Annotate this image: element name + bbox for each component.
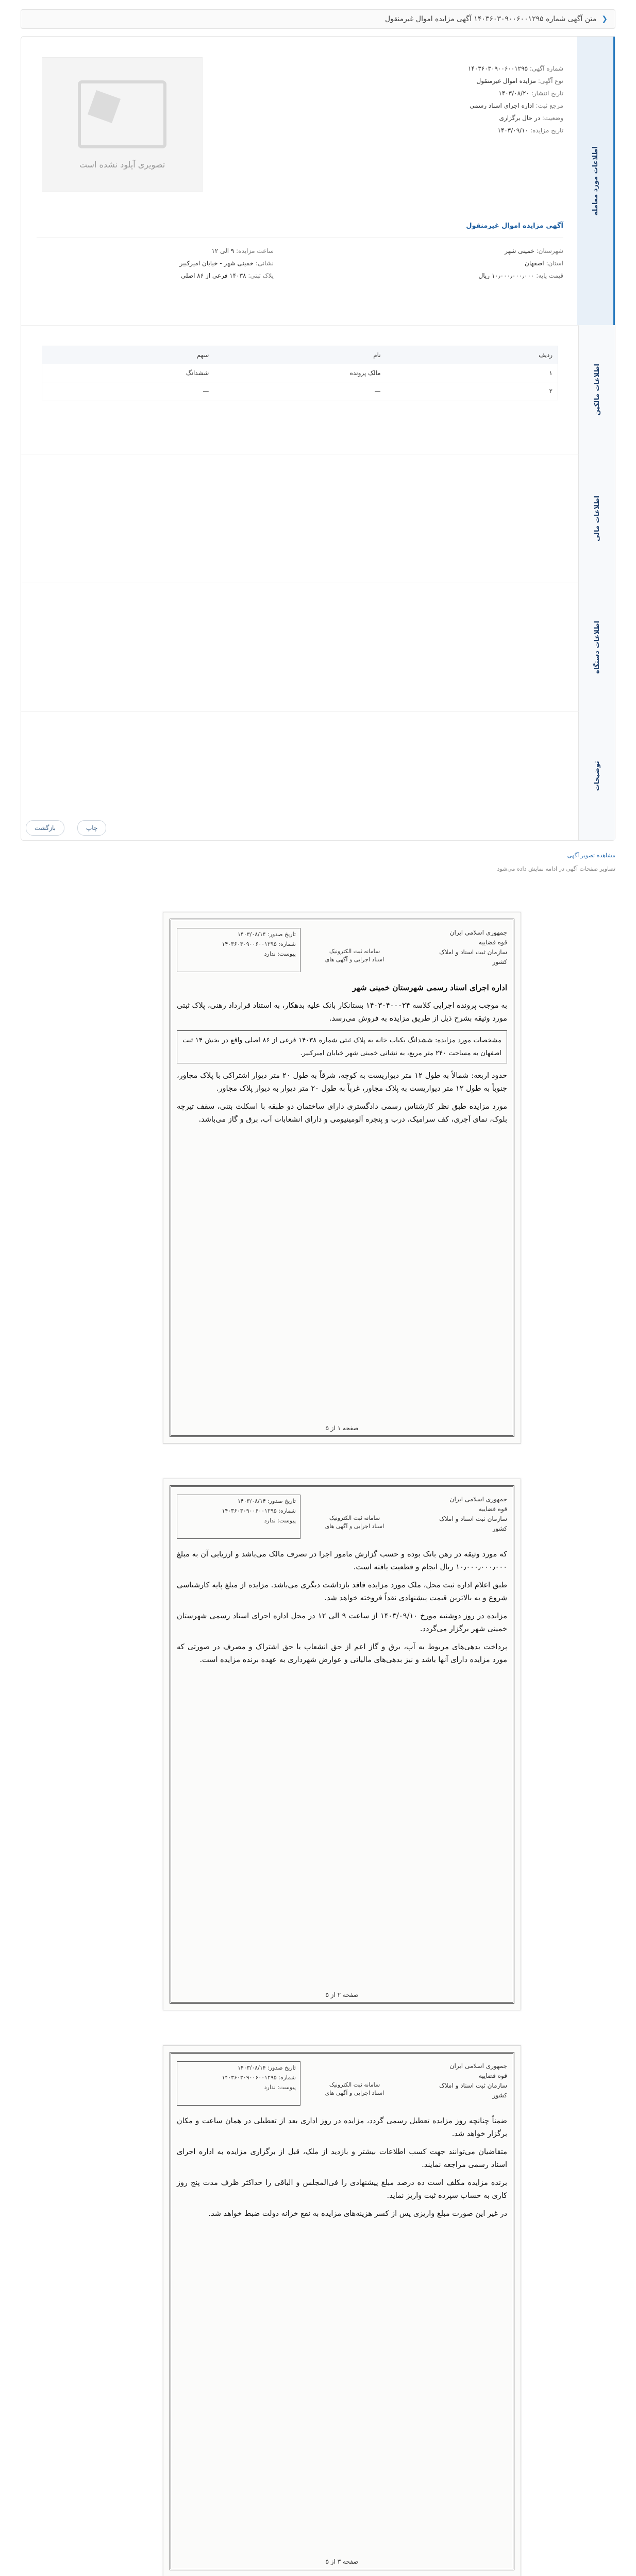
tab-notes[interactable]: توضیحات	[593, 760, 601, 791]
image-placeholder-icon	[78, 80, 166, 148]
detail-row: پلاک ثبتی: ۱۴۰۳۸ فرعی از ۸۶ اصلی	[180, 272, 274, 279]
table-row: ۲ — —	[203, 387, 553, 395]
scanned-page-1	[163, 912, 521, 1444]
details-list	[295, 62, 563, 137]
paragraph: مزایده در روز دوشنبه مورخ ۱۴۰۳/۰۹/۱۰ از ساعت ۹ الی ۱۲ در محل اداره اجرای اسناد رسمی شهرستان خمینی شهر برگزار می‌گردد.	[177, 1612, 507, 1633]
reference-box: تاریخ صدور: ۱۴۰۳/۰۸/۱۴ شماره: ۱۴۰۳۶۰۳۰۹۰۰۶۰۰۱۲۹۵ پیوست: ندارد	[177, 2061, 300, 2106]
page-number: صفحه ۳ از ۵	[325, 2558, 359, 2565]
detail-row: شماره آگهی: ۱۴۰۳۶۰۳۰۹۰۰۶۰۰۱۲۹۵	[467, 65, 563, 72]
details-card	[21, 36, 615, 841]
paragraph: به موجب پرونده اجرایی کلاسه ۱۴۰۳۰۴۰۰۰۲۴ بستانکار بانک علیه بدهکار، به استناد قرارداد رهنی، پلاک ثبتی مورد وثیقه بشرح ذیل از طریق مزایده به فروش می‌رسد.	[177, 1002, 507, 1023]
details-list-left	[42, 245, 274, 282]
paragraph: مورد مزایده طبق نظر کارشناس رسمی دادگستری دارای ساختمان دو طبقه با اسکلت بتنی، سقف تیرچه بلوک، نمای آجری، کف سرامیک، درب و پنجره آلومینیومی و دارای انشعابات آب، برق و گاز می‌باشد.	[177, 1103, 507, 1124]
paragraph: که مورد وثیقه در رهن بانک بوده و حسب گزارش مامور اجرا در تصرف مالک می‌باشد و ارزیابی آن به مبلغ ۱۰٫۰۰۰٫۰۰۰٫۰۰۰ ریال انجام و قطعیت یافته است.	[177, 1550, 507, 1571]
page-header	[177, 928, 507, 973]
system-caption: سامانه ثبت الکترونیک اسناد اجرایی و آگهی های	[325, 948, 384, 963]
detail-row: قیمت پایه: ۱۰٫۰۰۰٫۰۰۰٫۰۰۰ ریال	[478, 272, 563, 279]
issuer-caption: جمهوری اسلامی ایران قوه قضاییه سازمان ثبت اسناد و املاک کشور	[439, 929, 507, 965]
paragraph: برنده مزایده مکلف است ده درصد مبلغ پیشنهادی را فی‌المجلس و الباقی را حداکثر ظرف مدت پنج روز کاری به حساب سپرده ثبت واریز نماید.	[177, 2179, 507, 2200]
page-body	[177, 1548, 507, 1994]
system-caption: سامانه ثبت الکترونیک اسناد اجرایی و آگهی های	[325, 1515, 384, 1530]
paragraph: در غیر این صورت مبلغ واریزی پس از کسر هزینه‌های مزایده به نفع خزانه دولت ضبط خواهد شد.	[208, 2210, 507, 2218]
paragraph: ضمناً چنانچه روز مزایده تعطیل رسمی گردد، مزایده در روز اداری بعد از تعطیلی در همان ساعت و مکان برگزار خواهد شد.	[177, 2117, 507, 2138]
page-number: صفحه ۱ از ۵	[325, 1425, 359, 1432]
detail-row: شهرستان: خمینی شهر	[505, 247, 563, 255]
paragraph: پرداخت بدهی‌های مربوط به آب، برق و گاز اعم از حق انشعاب یا حق اشتراک و مصرف در صورتی که مورد مزایده دارای آنها باشد و نیز بدهی‌های مالیاتی و عوارض شهرداری به عهده برنده مزایده است.	[177, 1643, 507, 1664]
paragraph: طبق اعلام اداره ثبت محل، ملک مورد مزایده فاقد بازداشت دیگری می‌باشد. مزایده از مبلغ پایه کارشناسی شروع و به بالاترین قیمت پیشنهادی نقداً فروخته خواهد شد.	[177, 1581, 507, 1602]
boxed-paragraph: مشخصات مورد مزایده: ششدانگ یکباب خانه به پلاک ثبتی شماره ۱۴۰۳۸ فرعی از ۸۶ اصلی واقع در بخش ۱۴ ثبت اصفهان به مساحت ۲۴۰ متر مربع، به نشانی خمینی شهر خیابان امیرکبیر.	[177, 1030, 507, 1063]
reference-box: تاریخ صدور: ۱۴۰۳/۰۸/۱۴ شماره: ۱۴۰۳۶۰۳۰۹۰۰۶۰۰۱۲۹۵ پیوست: ندارد	[177, 928, 300, 972]
divider	[21, 711, 579, 712]
view-image-link[interactable]: مشاهده تصویر آگهی	[567, 852, 615, 859]
detail-row: تاریخ مزایده: ۱۴۰۳/۰۹/۱۰	[497, 127, 563, 134]
chevron-icon: ❮	[601, 15, 608, 23]
photo-placeholder	[42, 57, 203, 192]
print-button[interactable]: چاپ	[77, 820, 106, 836]
page-heading: اداره اجرای اسناد رسمی شهرستان خمینی شهر	[352, 983, 507, 992]
detail-row: استان: اصفهان	[525, 260, 563, 267]
issuer-caption: جمهوری اسلامی ایران قوه قضاییه سازمان ثبت اسناد و املاک کشور	[439, 1496, 507, 1532]
tab-subject-info[interactable]: اطلاعات مورد معامله	[577, 37, 615, 325]
detail-row: تاریخ انتشار: ۱۴۰۳/۰۸/۲۰	[498, 90, 563, 97]
detail-row: ساعت مزایده: ۹ الی ۱۲	[211, 247, 274, 255]
table-header-row: ردیف نام سهم	[42, 346, 558, 364]
detail-row: نشانی: خمینی شهر - خیابان امیرکبیر	[179, 260, 274, 267]
side-navigation	[578, 37, 615, 840]
photo-caption: تصویری آپلود نشده است	[79, 159, 165, 170]
divider	[21, 325, 579, 326]
page-number: صفحه ۲ از ۵	[325, 1991, 359, 1998]
paragraph: حدود اربعه: شمالاً به طول ۱۲ متر دیواریست به کوچه، شرقاً به طول ۲۰ متر دیوار اشتراکی با پلاک مجاور، جنوباً به طول ۱۲ متر دیواریست به پلاک مجاور، غرباً به طول ۲۰ متر دیوار به دیوار پلاک مجاور.	[177, 1072, 507, 1093]
announcement-title-bar[interactable]	[21, 9, 615, 29]
system-caption: سامانه ثبت الکترونیک اسناد اجرایی و آگهی های	[325, 2081, 384, 2096]
announcement-title: متن آگهی شماره ۱۴۰۳۶۰۳۰۹۰۰۶۰۰۱۲۹۵ آگهی مزایده اموال غیرمنقول	[384, 15, 597, 23]
detail-row: نوع آگهی: مزایده اموال غیرمنقول	[476, 77, 563, 84]
owners-table	[42, 346, 558, 400]
details-list-right	[306, 245, 563, 282]
page-body	[177, 2115, 507, 2561]
tab-device[interactable]: اطلاعات دستگاه	[593, 620, 601, 674]
back-button[interactable]: بازگشت	[26, 820, 64, 836]
page-header	[177, 2061, 507, 2107]
section-title: آگهی مزایده اموال غیرمنقول	[466, 222, 563, 230]
tab-financial[interactable]: اطلاعات مالی	[593, 495, 601, 541]
paragraph: متقاضیان می‌توانند جهت کسب اطلاعات بیشتر و بازدید از ملک، قبل از برگزاری مزایده به اداره اجرای اسناد رسمی مراجعه نمایند.	[177, 2148, 507, 2169]
footer-note: تصاویر صفحات آگهی در ادامه نمایش داده می‌شود	[497, 866, 615, 872]
detail-row: وضعیت: در حال برگزاری	[499, 114, 563, 122]
scanned-page-2	[163, 1479, 521, 2010]
tab-owners[interactable]: اطلاعات مالکین	[593, 363, 601, 416]
page-body	[177, 981, 507, 1428]
reference-box: تاریخ صدور: ۱۴۰۳/۰۸/۱۴ شماره: ۱۴۰۳۶۰۳۰۹۰۰۶۰۰۱۲۹۵ پیوست: ندارد	[177, 1495, 300, 1539]
table-row: ۱ مالک پرونده ششدانگ	[42, 364, 558, 382]
page-header	[177, 1495, 507, 1540]
details-content	[21, 37, 579, 840]
scanned-page-3	[163, 2045, 521, 2576]
detail-row: مرجع ثبت: اداره اجرای اسناد رسمی	[470, 102, 563, 109]
issuer-caption: جمهوری اسلامی ایران قوه قضاییه سازمان ثبت اسناد و املاک کشور	[439, 2062, 507, 2099]
